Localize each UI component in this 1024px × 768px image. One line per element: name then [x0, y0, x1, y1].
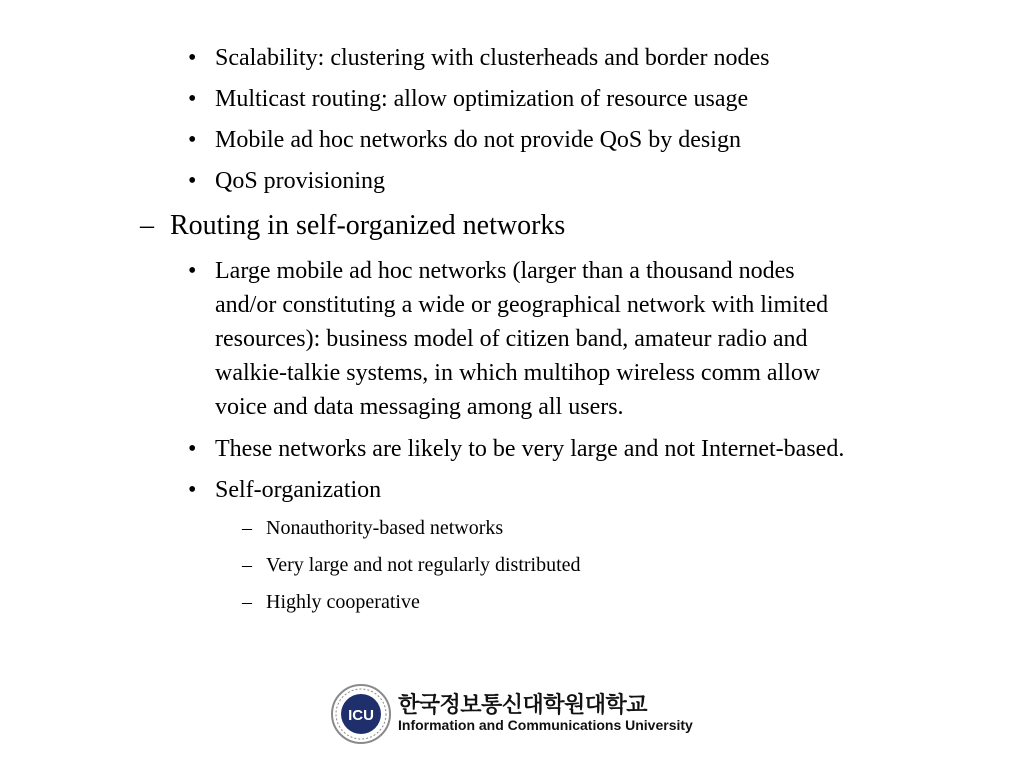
bullet-text: QoS provisioning: [215, 168, 386, 194]
bullet-text-line: and/or constituting a wide or geographical network with limited: [215, 292, 829, 318]
bullet-text-line: walkie-talkie systems, in which multihop wireless comm allow: [215, 360, 821, 386]
bullet-text: Scalability: clustering with clusterheads and border nodes: [215, 45, 770, 71]
icu-emblem-icon: [330, 684, 392, 744]
bullet-marker: •: [188, 168, 197, 194]
sub-item-text: Highly cooperative: [266, 591, 420, 613]
bullet-text: Mobile ad hoc networks do not provide QoS by design: [215, 127, 741, 153]
bullet-marker: •: [188, 258, 197, 284]
university-korean-name: 한국정보통신대학원대학교: [398, 693, 648, 718]
bullet-text: These networks are likely to be very large and not Internet-based.: [215, 436, 845, 462]
dash-marker: –: [242, 517, 252, 539]
dash-marker: –: [242, 591, 252, 613]
bullet-marker: •: [188, 86, 197, 112]
bullet-marker: •: [188, 477, 197, 503]
bullet-marker: •: [188, 127, 197, 153]
university-logo: [330, 684, 720, 744]
dash-marker: –: [140, 210, 154, 241]
bullet-marker: •: [188, 436, 197, 462]
bullet-text-line: Large mobile ad hoc networks (larger than a thousand nodes: [215, 258, 795, 284]
emblem-text: ICU: [348, 707, 374, 724]
bullet-text-line: resources): business model of citizen band, amateur radio and: [215, 326, 808, 352]
university-english-name: Information and Communications University: [398, 717, 693, 733]
dash-marker: –: [242, 554, 252, 576]
bullet-text-line: voice and data messaging among all users.: [215, 394, 624, 420]
bullet-marker: •: [188, 45, 197, 71]
bullet-text-block: [215, 254, 995, 424]
sub-item-text: Nonauthority-based networks: [266, 517, 504, 539]
section-heading-text: Routing in self-organized networks: [170, 210, 566, 241]
sub-item-text: Very large and not regularly distributed: [266, 554, 581, 576]
bullet-text: Self-organization: [215, 477, 382, 503]
bullet-text: Multicast routing: allow optimization of resource usage: [215, 86, 749, 112]
